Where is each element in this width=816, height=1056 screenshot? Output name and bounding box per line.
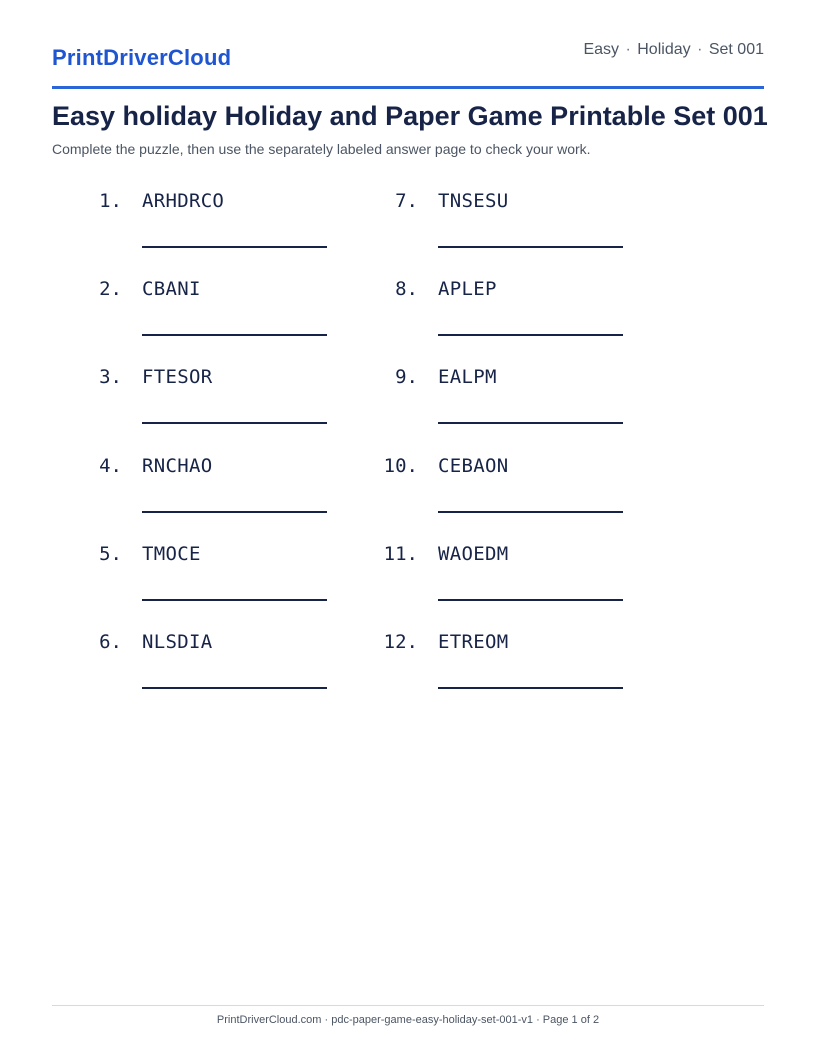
scrambled-word: ETREOM xyxy=(438,631,509,653)
scrambled-word: NLSDIA xyxy=(142,631,213,653)
page-header xyxy=(52,40,764,89)
footer-doc-id: pdc-paper-game-easy-holiday-set-001-v1 xyxy=(331,1014,533,1026)
puzzle-item-10 xyxy=(348,455,608,535)
worksheet-meta xyxy=(583,41,764,59)
puzzle-number: 2. xyxy=(99,278,122,300)
meta-separator: · xyxy=(625,41,631,58)
answer-line[interactable] xyxy=(142,422,327,424)
puzzle-item-3 xyxy=(52,366,312,446)
answer-line[interactable] xyxy=(142,246,327,248)
puzzle-item-9 xyxy=(348,366,608,446)
answer-line[interactable] xyxy=(142,687,327,689)
answer-line[interactable] xyxy=(438,246,623,248)
puzzle-number: 12. xyxy=(383,631,418,653)
page-instructions: Complete the puzzle, then use the separately labeled answer page to check your work. xyxy=(52,141,591,157)
puzzle-item-6 xyxy=(52,631,312,711)
puzzle-item-4 xyxy=(52,455,312,535)
scrambled-word: CBANI xyxy=(142,278,201,300)
puzzle-item-7 xyxy=(348,190,608,270)
scrambled-word: FTESOR xyxy=(142,366,213,388)
meta-separator: · xyxy=(697,41,703,58)
puzzle-number: 8. xyxy=(395,278,418,300)
puzzle-item-8 xyxy=(348,278,608,358)
puzzle-number: 10. xyxy=(383,455,418,477)
answer-line[interactable] xyxy=(438,511,623,513)
page-title: Easy holiday Holiday and Paper Game Printable Set 001 xyxy=(52,101,768,131)
puzzle-item-1 xyxy=(52,190,312,270)
footer-site[interactable]: PrintDriverCloud.com xyxy=(216,1014,322,1026)
answer-line[interactable] xyxy=(142,599,327,601)
footer-separator: · xyxy=(536,1014,540,1026)
theme-label: Holiday xyxy=(637,41,691,58)
footer-divider xyxy=(52,1005,764,1006)
puzzle-item-2 xyxy=(52,278,312,358)
puzzle-number: 1. xyxy=(99,190,122,212)
puzzle-number: 9. xyxy=(395,366,418,388)
puzzle-item-12 xyxy=(348,631,608,711)
scrambled-word: APLEP xyxy=(438,278,497,300)
answer-line[interactable] xyxy=(438,599,623,601)
set-label: Set 001 xyxy=(708,41,764,58)
answer-line[interactable] xyxy=(142,334,327,336)
footer-page-number: Page 1 of 2 xyxy=(542,1014,600,1026)
answer-line[interactable] xyxy=(438,422,623,424)
page-footer xyxy=(52,1014,764,1026)
puzzle-number: 11. xyxy=(383,543,418,565)
footer-separator: · xyxy=(324,1014,329,1026)
brand-logo[interactable]: PrintDriverCloud xyxy=(52,45,232,70)
puzzle-item-5 xyxy=(52,543,312,623)
scrambled-word: WAOEDM xyxy=(438,543,509,565)
puzzle-number: 3. xyxy=(99,366,122,388)
answer-line[interactable] xyxy=(142,511,327,513)
answer-line[interactable] xyxy=(438,334,623,336)
answer-line[interactable] xyxy=(438,687,623,689)
scrambled-word: TNSESU xyxy=(438,190,509,212)
scrambled-word: TMOCE xyxy=(142,543,201,565)
puzzle-number: 4. xyxy=(99,455,122,477)
puzzle-number: 7. xyxy=(395,190,418,212)
difficulty-label: Easy xyxy=(583,41,620,58)
puzzle-number: 5. xyxy=(99,543,122,565)
scrambled-word: ARHDRCO xyxy=(142,190,225,212)
scrambled-word: EALPM xyxy=(438,366,497,388)
puzzle-item-11 xyxy=(348,543,608,623)
scrambled-word: RNCHAO xyxy=(142,455,213,477)
scrambled-word: CEBAON xyxy=(438,455,509,477)
puzzle-number: 6. xyxy=(99,631,122,653)
